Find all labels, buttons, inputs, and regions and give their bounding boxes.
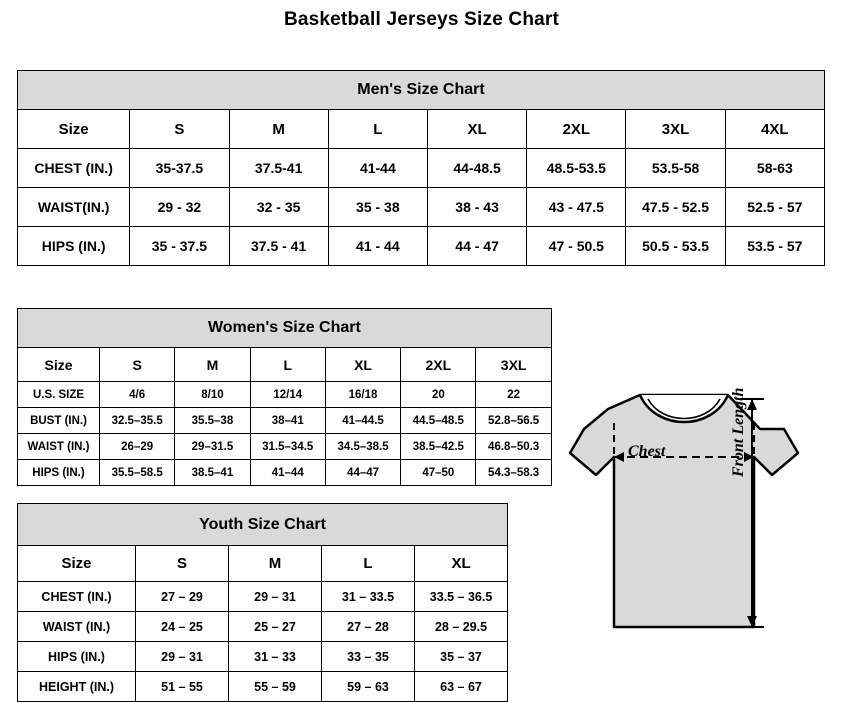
womens-header-size: Size (18, 348, 100, 382)
cell: 48.5-53.5 (527, 149, 626, 188)
womens-chart-title-row (18, 309, 552, 348)
cell: 41-44 (328, 149, 427, 188)
cell: 35-37.5 (130, 149, 229, 188)
cell: 53.5 - 57 (725, 227, 824, 266)
cell: 28 – 29.5 (415, 612, 508, 642)
cell: 20 (401, 382, 476, 408)
cell: 33.5 – 36.5 (415, 582, 508, 612)
cell: 38 - 43 (427, 188, 526, 227)
cell: 27 – 28 (322, 612, 415, 642)
cell: 54.3–58.3 (476, 460, 551, 486)
table-row (18, 460, 552, 486)
cell: 16/18 (325, 382, 400, 408)
womens-header-row (18, 348, 552, 382)
youth-header-xl: XL (415, 546, 508, 582)
cell: 35.5–38 (175, 408, 250, 434)
row-label: U.S. SIZE (18, 382, 100, 408)
cell: 27 – 29 (136, 582, 229, 612)
womens-chart-title: Women's Size Chart (18, 309, 552, 348)
cell: 52.8–56.5 (476, 408, 551, 434)
mens-header-4xl: 4XL (725, 110, 824, 149)
cell: 35 - 37.5 (130, 227, 229, 266)
youth-header-size: Size (18, 546, 136, 582)
cell: 12/14 (250, 382, 325, 408)
cell: 35 - 38 (328, 188, 427, 227)
cell: 44 - 47 (427, 227, 526, 266)
cell: 47 - 50.5 (527, 227, 626, 266)
cell: 53.5-58 (626, 149, 725, 188)
row-label: WAIST(IN.) (18, 188, 130, 227)
shirt-measurement-diagram (548, 357, 834, 677)
mens-header-m: M (229, 110, 328, 149)
row-label: WAIST (IN.) (18, 434, 100, 460)
row-label: BUST (IN.) (18, 408, 100, 434)
youth-header-l: L (322, 546, 415, 582)
table-row (18, 612, 508, 642)
table-row (18, 434, 552, 460)
mens-header-row (18, 110, 825, 149)
cell: 33 – 35 (322, 642, 415, 672)
cell: 44-48.5 (427, 149, 526, 188)
womens-header-s: S (100, 348, 175, 382)
cell: 44–47 (325, 460, 400, 486)
womens-header-xl: XL (325, 348, 400, 382)
page-title: Basketball Jerseys Size Chart (283, 9, 560, 30)
womens-size-chart-table (17, 308, 552, 486)
cell: 31 – 33 (229, 642, 322, 672)
cell: 31.5–34.5 (250, 434, 325, 460)
womens-header-l: L (250, 348, 325, 382)
table-row (18, 408, 552, 434)
mens-header-xl: XL (427, 110, 526, 149)
cell: 29–31.5 (175, 434, 250, 460)
table-row (18, 672, 508, 702)
mens-chart-title-row (18, 71, 825, 110)
cell: 47.5 - 52.5 (626, 188, 725, 227)
youth-header-s: S (136, 546, 229, 582)
tshirt-icon (548, 357, 834, 677)
table-row (18, 149, 825, 188)
cell: 44.5–48.5 (401, 408, 476, 434)
row-label: HIPS (IN.) (18, 460, 100, 486)
cell: 37.5 - 41 (229, 227, 328, 266)
cell: 58-63 (725, 149, 824, 188)
cell: 41–44.5 (325, 408, 400, 434)
table-row (18, 382, 552, 408)
cell: 32.5–35.5 (100, 408, 175, 434)
youth-chart-title: Youth Size Chart (18, 504, 508, 546)
row-label: HIPS (IN.) (18, 642, 136, 672)
mens-size-chart-table (17, 70, 825, 266)
womens-header-2xl: 2XL (401, 348, 476, 382)
cell: 41–44 (250, 460, 325, 486)
chest-measure-label: Chest (628, 443, 666, 460)
cell: 43 - 47.5 (527, 188, 626, 227)
cell: 51 – 55 (136, 672, 229, 702)
cell: 34.5–38.5 (325, 434, 400, 460)
youth-header-m: M (229, 546, 322, 582)
table-row (18, 642, 508, 672)
womens-header-m: M (175, 348, 250, 382)
cell: 22 (476, 382, 551, 408)
cell: 63 – 67 (415, 672, 508, 702)
youth-size-chart-table (17, 503, 508, 702)
row-label: HEIGHT (IN.) (18, 672, 136, 702)
youth-header-row (18, 546, 508, 582)
womens-header-3xl: 3XL (476, 348, 551, 382)
row-label: CHEST (IN.) (18, 582, 136, 612)
cell: 8/10 (175, 382, 250, 408)
mens-header-s: S (130, 110, 229, 149)
cell: 47–50 (401, 460, 476, 486)
mens-header-3xl: 3XL (626, 110, 725, 149)
cell: 38.5–41 (175, 460, 250, 486)
cell: 29 – 31 (229, 582, 322, 612)
youth-chart-title-row (18, 504, 508, 546)
cell: 4/6 (100, 382, 175, 408)
mens-header-2xl: 2XL (527, 110, 626, 149)
cell: 38–41 (250, 408, 325, 434)
cell: 50.5 - 53.5 (626, 227, 725, 266)
table-row (18, 582, 508, 612)
mens-header-size: Size (18, 110, 130, 149)
cell: 25 – 27 (229, 612, 322, 642)
table-row (18, 188, 825, 227)
cell: 46.8–50.3 (476, 434, 551, 460)
cell: 59 – 63 (322, 672, 415, 702)
cell: 52.5 - 57 (725, 188, 824, 227)
cell: 32 - 35 (229, 188, 328, 227)
cell: 29 – 31 (136, 642, 229, 672)
cell: 41 - 44 (328, 227, 427, 266)
cell: 29 - 32 (130, 188, 229, 227)
cell: 55 – 59 (229, 672, 322, 702)
cell: 38.5–42.5 (401, 434, 476, 460)
row-label: CHEST (IN.) (18, 149, 130, 188)
front-length-measure-label: Front Length (730, 387, 747, 477)
row-label: HIPS (IN.) (18, 227, 130, 266)
mens-header-l: L (328, 110, 427, 149)
cell: 37.5-41 (229, 149, 328, 188)
row-label: WAIST (IN.) (18, 612, 136, 642)
cell: 26–29 (100, 434, 175, 460)
table-row (18, 227, 825, 266)
cell: 35.5–58.5 (100, 460, 175, 486)
cell: 31 – 33.5 (322, 582, 415, 612)
cell: 35 – 37 (415, 642, 508, 672)
cell: 24 – 25 (136, 612, 229, 642)
mens-chart-title: Men's Size Chart (18, 71, 825, 110)
